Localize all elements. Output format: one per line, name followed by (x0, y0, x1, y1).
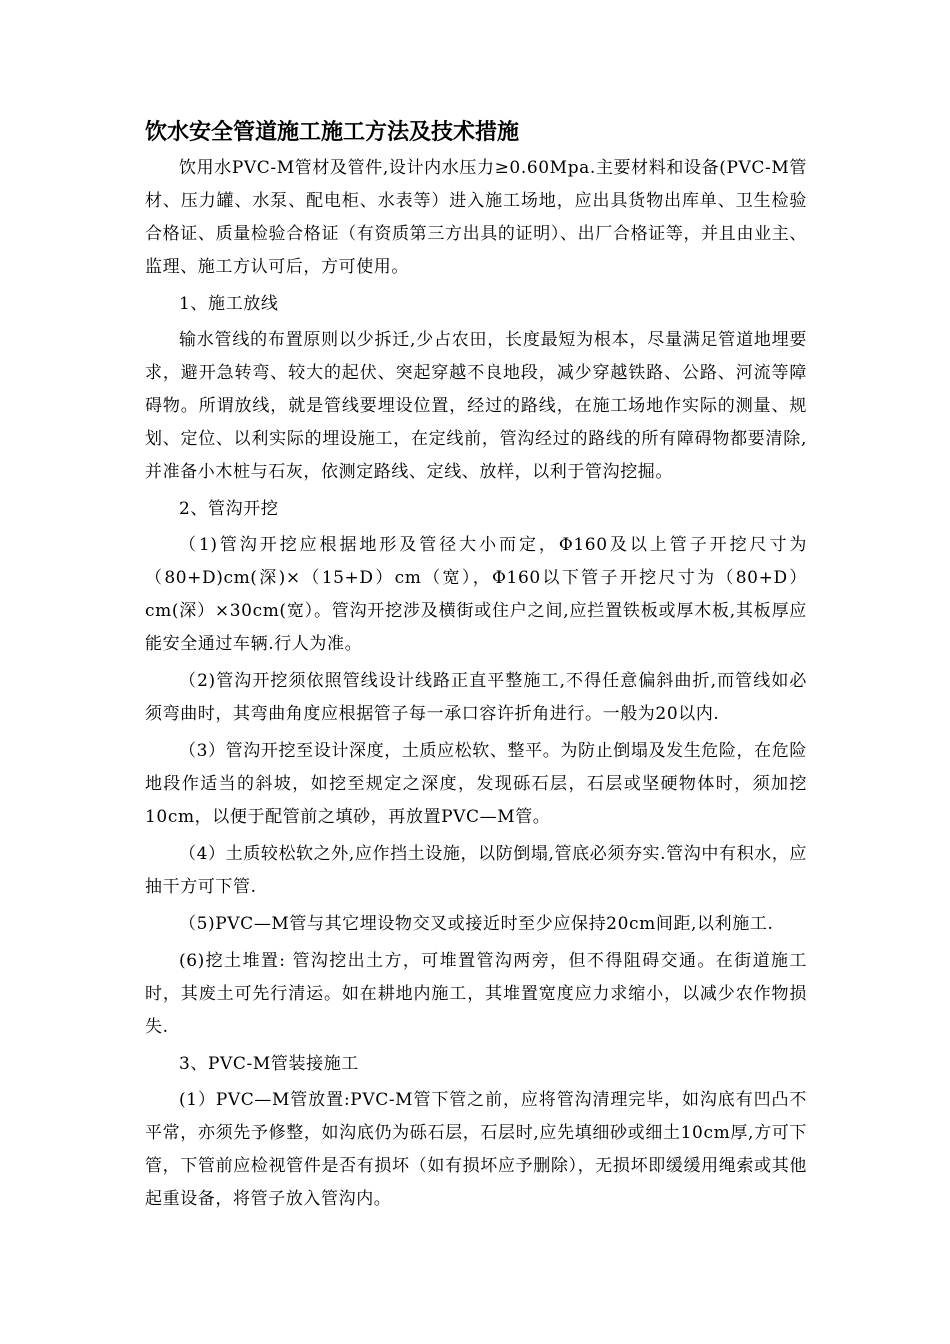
section-2-paragraph-5: （5)PVC—M管与其它埋设物交叉或接近时至少应保持20cm间距,以利施工. (179, 914, 774, 934)
document-body (145, 117, 807, 1216)
section-1-paragraph-1: 输水管线的布置原则以少拆迁,少占农田，长度最短为根本，尽量满足管道地埋要求，避开急转弯、较大的起伏、突起穿越不良地段，减少穿越铁路、公路、河流等障碍物。所谓放线，就是管线要埋设位置，经过的路线，在施工场地作实际的测量、规划、定位、以利实际的埋设施工，在定线前，管沟经过的路线的所有障碍物都要清除,并准备小木桩与石灰，依测定路线、定线、放样，以利于管沟挖掘。 (145, 330, 807, 482)
section-heading-1: 1、施工放线 (179, 294, 279, 314)
section-heading-3: 3、PVC-M管装接施工 (179, 1054, 359, 1074)
section-2-paragraph-6: (6)挖土堆置: 管沟挖出土方，可堆置管沟两旁，但不得阻碍交通。在街道施工时，其废土可先行清运。如在耕地内施工，其堆置宽度应力求缩小，以减少农作物损失. (145, 951, 807, 1037)
intro-paragraph: 饮用水PVC-M管材及管件,设计内水压力≥0.60Mpa.主要材料和设备(PVC-M管材、压力罐、水泵、配电柜、水表等）进入施工场地，应出具货物出库单、卫生检验合格证、质量检验合格证（有资质第三方出具的证明）、出厂合格证等，并且由业主、监理、施工方认可后，方可使用。 (145, 158, 807, 277)
section-2-paragraph-2: （2)管沟开挖须依照管线设计线路正直平整施工,不得任意偏斜曲折,而管线如必须弯曲时，其弯曲角度应根据管子每一承口容许折角进行。一般为20以内. (145, 671, 807, 724)
section-2-paragraph-4: （4）土质较松软之外,应作挡土设施，以防倒塌,管底必须夯实.管沟中有积水，应抽干方可下管. (145, 844, 807, 897)
section-heading-2: 2、管沟开挖 (179, 499, 279, 519)
section-2-paragraph-1: （1)管沟开挖应根据地形及管径大小而定，Φ160及以上管子开挖尺寸为（80+D)cm(深)×（15+D）cm（宽），Φ160以下管子开挖尺寸为（80+D）cm(深）×30cm(宽）。管沟开挖涉及横街或住户之间,应拦置铁板或厚木板,其板厚应能安全通过车辆.行人为准。 (145, 535, 807, 654)
section-3-paragraph-1: (1）PVC—M管放置:PVC-M管下管之前，应将管沟清理完毕，如沟底有凹凸不平常，亦须先予修整，如沟底仍为砾石层，石层时,应先填细砂或细土10cm厚,方可下管，下管前应检视管件是否有损坏（如有损坏应予删除），无损坏即缓缓用绳索或其他起重设备，将管子放入管沟内。 (145, 1090, 807, 1209)
section-2-paragraph-3: （3）管沟开挖至设计深度，土质应松软、整平。为防止倒塌及发生危险，在危险地段作适当的斜坡，如挖至规定之深度，发现砾石层，石层或坚硬物体时，须加挖10cm，以便于配管前之填砂，再放置PVC—M管。 (145, 741, 807, 827)
document-title: 饮水安全管道施工施工方法及技术措施 (145, 120, 520, 145)
